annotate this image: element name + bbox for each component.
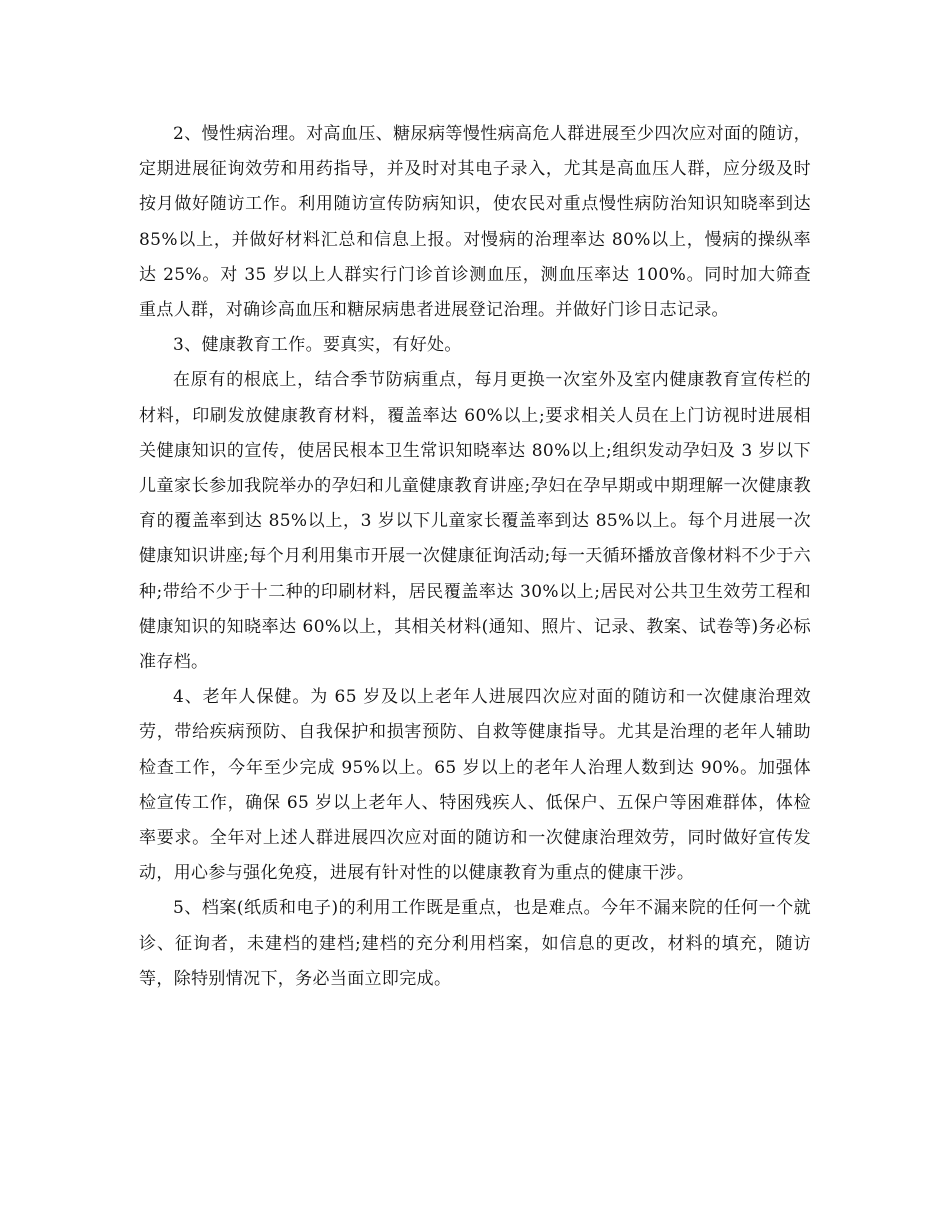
paragraph-records-management: 5、档案(纸质和电子)的利用工作既是重点，也是难点。今年不漏来院的任何一个就诊、征询者，未建档的建档;建档的充分利用档案，如信息的更改，材料的填充，随访等，除特别情况下，务必当面立即完成。 (139, 898, 811, 989)
paragraph-health-education-detail: 在原有的根底上，结合季节防病重点，每月更换一次室外及室内健康教育宣传栏的材料，印刷发放健康教育材料，覆盖率达 60%以上;要求相关人员在上门访视时进展相关健康知识的宣传，使居民根本卫生常识知晓率达 80%以上;组织发动孕妇及 3 岁以下儿童家长参加我院举办的孕妇和儿童健康教育讲座;孕妇在孕早期或中期理解一次健康教育的覆盖率到达 85%以上，3 岁以下儿童家长覆盖率到达 85%以上。每个月进展一次健康知识讲座;每个月利用集市开展一次健康征询活动;每一天循环播放音像材料不少于六种;带给不少于十二种的印刷材料，居民覆盖率达 30%以上;居民对公共卫生效劳工程和健康知识的知晓率达 60%以上，其相关材料(通知、照片、记录、教案、试卷等)务必标准存档。 (139, 370, 811, 673)
paragraph-elderly-care: 4、老年人保健。为 65 岁及以上老年人进展四次应对面的随访和一次健康治理效劳，带给疾病预防、自我保护和损害预防、自救等健康指导。尤其是治理的老年人辅助检查工作，今年至少完成 95%以上。65 岁以上的老年人治理人数到达 90%。加强体检宣传工作，确保 65 岁以上老年人、特困残疾人、低保户、五保户等困难群体，体检率要求。全年对上述人群进展四次应对面的随访和一次健康治理效劳，同时做好宣传发动，用心参与强化免疫，进展有针对性的以健康教育为重点的健康干涉。 (139, 687, 811, 884)
paragraph-health-education-heading: 3、健康教育工作。要真实，有好处。 (173, 335, 462, 356)
document-body (139, 117, 811, 997)
paragraph-chronic-disease: 2、慢性病治理。对高血压、糖尿病等慢性病高危人群进展至少四次应对面的随访，定期进展征询效劳和用药指导，并及时对其电子录入，尤其是高血压人群，应分级及时按月做好随访工作。利用随访宣传防病知识，使农民对重点慢性病防治知识知晓率到达 85%以上，并做好材料汇总和信息上报。对慢病的治理率达 80%以上，慢病的操纵率达 25%。对 35 岁以上人群实行门诊首诊测血压，测血压率达 100%。同时加大筛查重点人群，对确诊高血压和糖尿病患者进展登记治理。并做好门诊日志记录。 (139, 124, 811, 321)
